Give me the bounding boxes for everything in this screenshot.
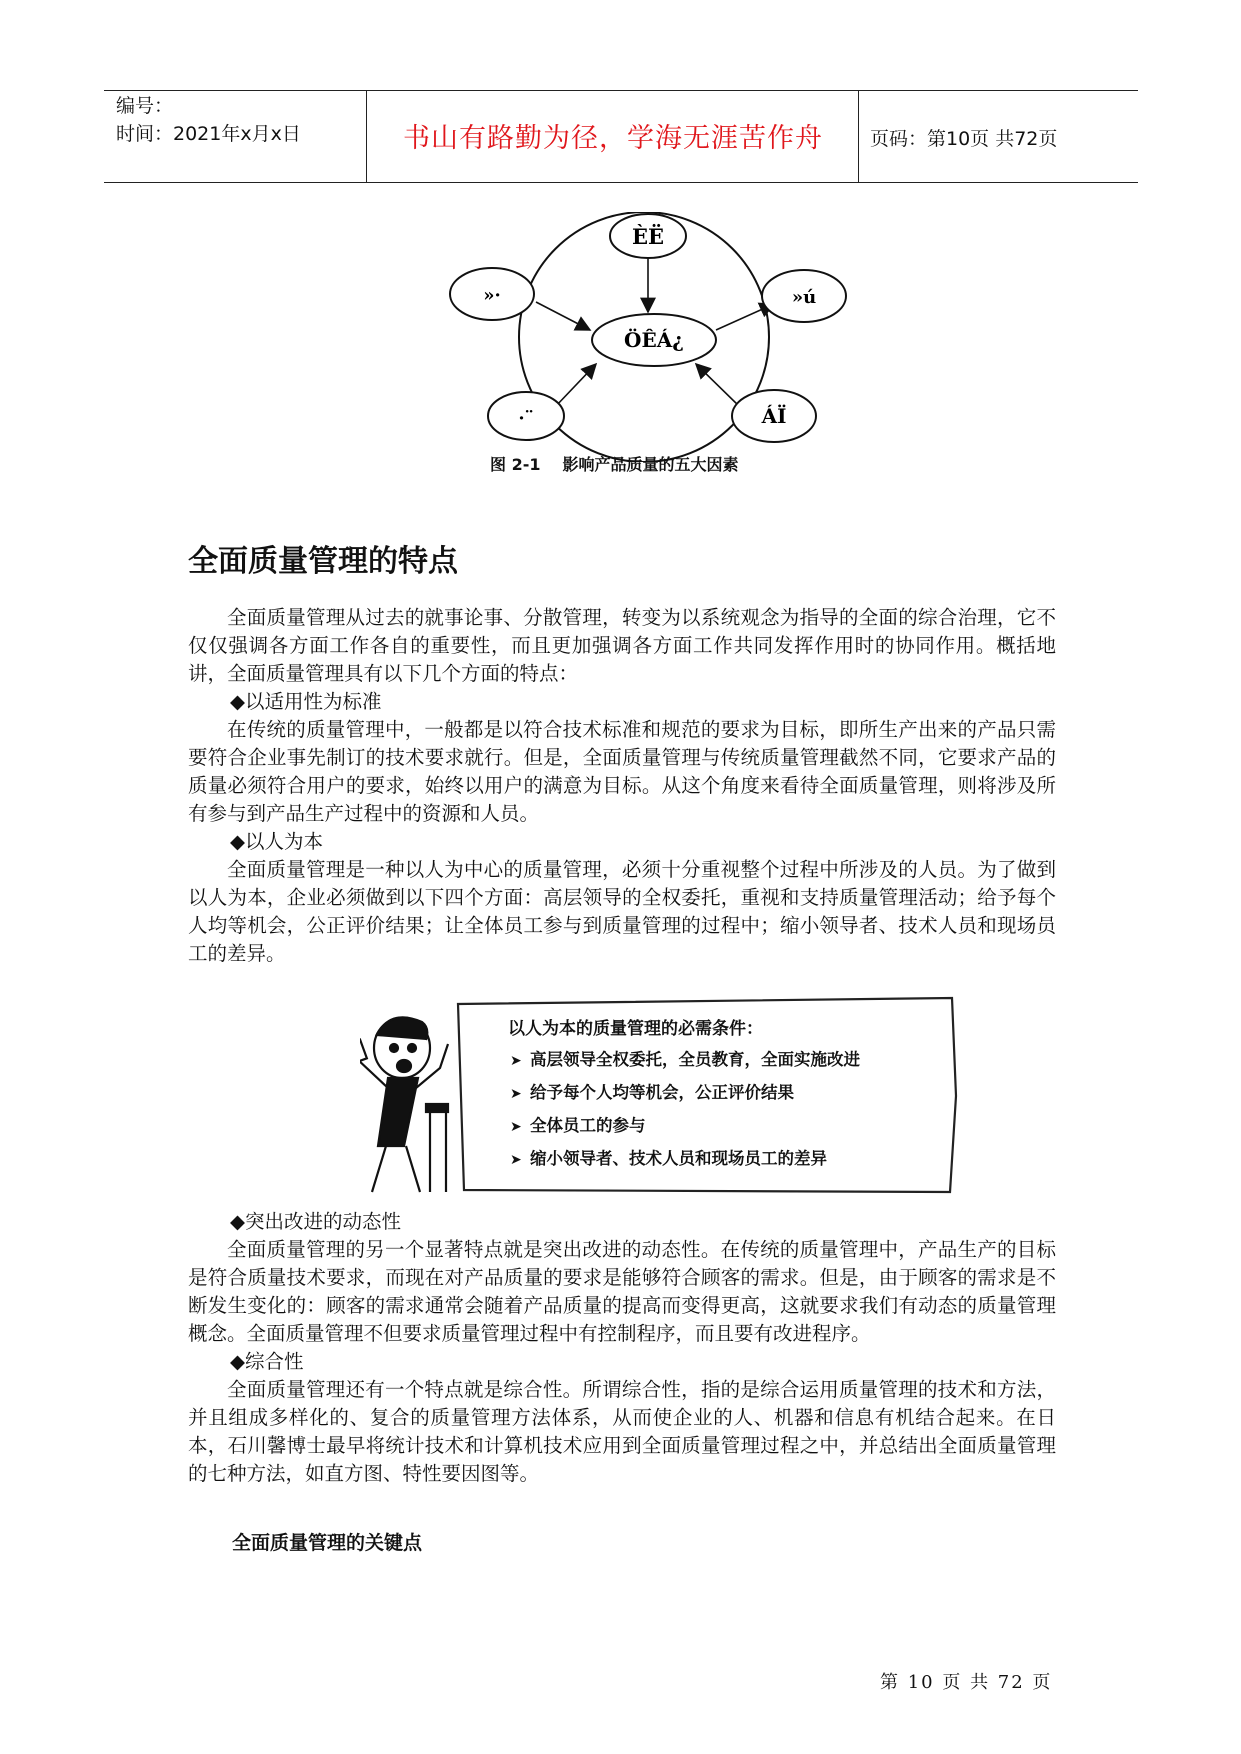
feature-3-paragraph: 全面质量管理的另一个显著特点就是突出改进的动态性。在传统的质量管理中，产品生产的目标是符合质量技术要求，而现在对产品质量的要求是能够符合顾客的需求。但是，由于顾客的需求是不断发生变化的：顾客的需求通常会随着产品质量的提高而变得更高，这就要求我们有动态的质量管理概念。全面质量管理不但要求质量管理过程中有控制程序，而且要有改进程序。 bbox=[188, 1238, 1056, 1345]
subsection-heading: 全面质量管理的关键点 bbox=[232, 1532, 423, 1554]
header-page-label: 页码：第10页 共72页 bbox=[870, 128, 1058, 150]
panel-item-text: 给予每个人均等机会，公正评价结果 bbox=[530, 1083, 794, 1102]
node-center-label: ÖÊÁ¿ bbox=[624, 328, 684, 352]
page-footer: 第 10 页 共 72 页 bbox=[880, 1672, 1053, 1693]
section-title: 全面质量管理的特点 bbox=[188, 544, 458, 579]
body-part-1 bbox=[188, 604, 1056, 968]
figure-caption-number: 图 2-1 bbox=[490, 455, 541, 474]
header-divider-left bbox=[366, 90, 367, 182]
arrow-bullet-icon: ➤ bbox=[510, 1119, 522, 1135]
panel-item bbox=[510, 1110, 860, 1143]
panel-item bbox=[510, 1044, 860, 1077]
feature-1-heading: ◆以适用性为标准 bbox=[230, 690, 382, 713]
node-bottom-right-label: ÁÏ bbox=[761, 404, 787, 428]
doc-number-label: 编号： bbox=[116, 95, 174, 117]
header-bottom-rule bbox=[104, 182, 1138, 183]
panel-item bbox=[510, 1143, 860, 1176]
feature-2-heading: ◆以人为本 bbox=[230, 830, 323, 853]
body-part-2 bbox=[188, 1208, 1056, 1488]
node-left-label: »· bbox=[483, 285, 501, 306]
header-meta bbox=[116, 92, 301, 148]
five-factors-diagram bbox=[420, 212, 860, 462]
header-motto: 书山有路勤为径，学海无涯苦作舟 bbox=[403, 123, 823, 154]
figure-caption-text: 影响产品质量的五大因素 bbox=[562, 455, 739, 474]
panel-title: 以人为本的质量管理的必需条件： bbox=[508, 1019, 763, 1039]
panel-item bbox=[510, 1077, 860, 1110]
panel-list bbox=[510, 1044, 860, 1176]
arrow-bottomright-center bbox=[696, 364, 740, 407]
header-top-rule bbox=[104, 90, 1138, 91]
panel-item-text: 高层领导全权委托，全员教育，全面实施改进 bbox=[530, 1050, 860, 1069]
cartoon-man bbox=[360, 1017, 448, 1192]
arrow-bullet-icon: ➤ bbox=[510, 1086, 522, 1102]
arrow-bullet-icon: ➤ bbox=[510, 1152, 522, 1168]
panel-item-text: 全体员工的参与 bbox=[530, 1116, 646, 1135]
arrow-left-center bbox=[536, 302, 590, 330]
node-right-label: »ú bbox=[791, 287, 817, 308]
header-divider-right bbox=[858, 90, 859, 182]
node-top-label: ÈË bbox=[631, 224, 665, 249]
arrow-bullet-icon: ➤ bbox=[510, 1053, 522, 1069]
feature-4-paragraph: 全面质量管理还有一个特点就是综合性。所谓综合性，指的是综合运用质量管理的技术和方法，并且组成多样化的、复合的质量管理方法体系，从而使企业的人、机器和信息有机结合起来。在日本，石川馨博士最早将统计技术和计算机技术应用到全面质量管理过程之中，并总结出全面质量管理的七种方法，如直方图、特性要因图等。 bbox=[188, 1378, 1056, 1485]
feature-3-heading: ◆突出改进的动态性 bbox=[230, 1210, 401, 1233]
doc-time-label: 时间：2021年x月x日 bbox=[116, 123, 301, 145]
figure-caption bbox=[490, 452, 739, 475]
panel-item-text: 缩小领导者、技术人员和现场员工的差异 bbox=[530, 1149, 827, 1168]
feature-1-paragraph: 在传统的质量管理中，一般都是以符合技术标准和规范的要求为目标，即所生产出来的产品只需要符合企业事先制订的技术要求就行。但是，全面质量管理与传统质量管理截然不同，它要求产品的质量必须符合用户的要求，始终以用户的满意为目标。从这个角度来看待全面质量管理，则将涉及所有参与到产品生产过程中的资源和人员。 bbox=[188, 718, 1056, 825]
intro-paragraph: 全面质量管理从过去的就事论事、分散管理，转变为以系统观念为指导的全面的综合治理，它不仅仅强调各方面工作各自的重要性，而且更加强调各方面工作共同发挥作用时的协同作用。概括地讲，全面质量管理具有以下几个方面的特点： bbox=[188, 606, 1056, 685]
arrow-bottomleft-center bbox=[555, 364, 596, 407]
node-bottom-left-label: ·¨ bbox=[518, 408, 534, 429]
feature-4-heading: ◆综合性 bbox=[230, 1350, 304, 1373]
feature-2-paragraph: 全面质量管理是一种以人为中心的质量管理，必须十分重视整个过程中所涉及的人员。为了做到以人为本，企业必须做到以下四个方面：高层领导的全权委托，重视和支持质量管理活动；给予每个人均等机会，公正评价结果；让全体员工参与到质量管理的过程中；缩小领导者、技术人员和现场员工的差异。 bbox=[188, 858, 1056, 965]
